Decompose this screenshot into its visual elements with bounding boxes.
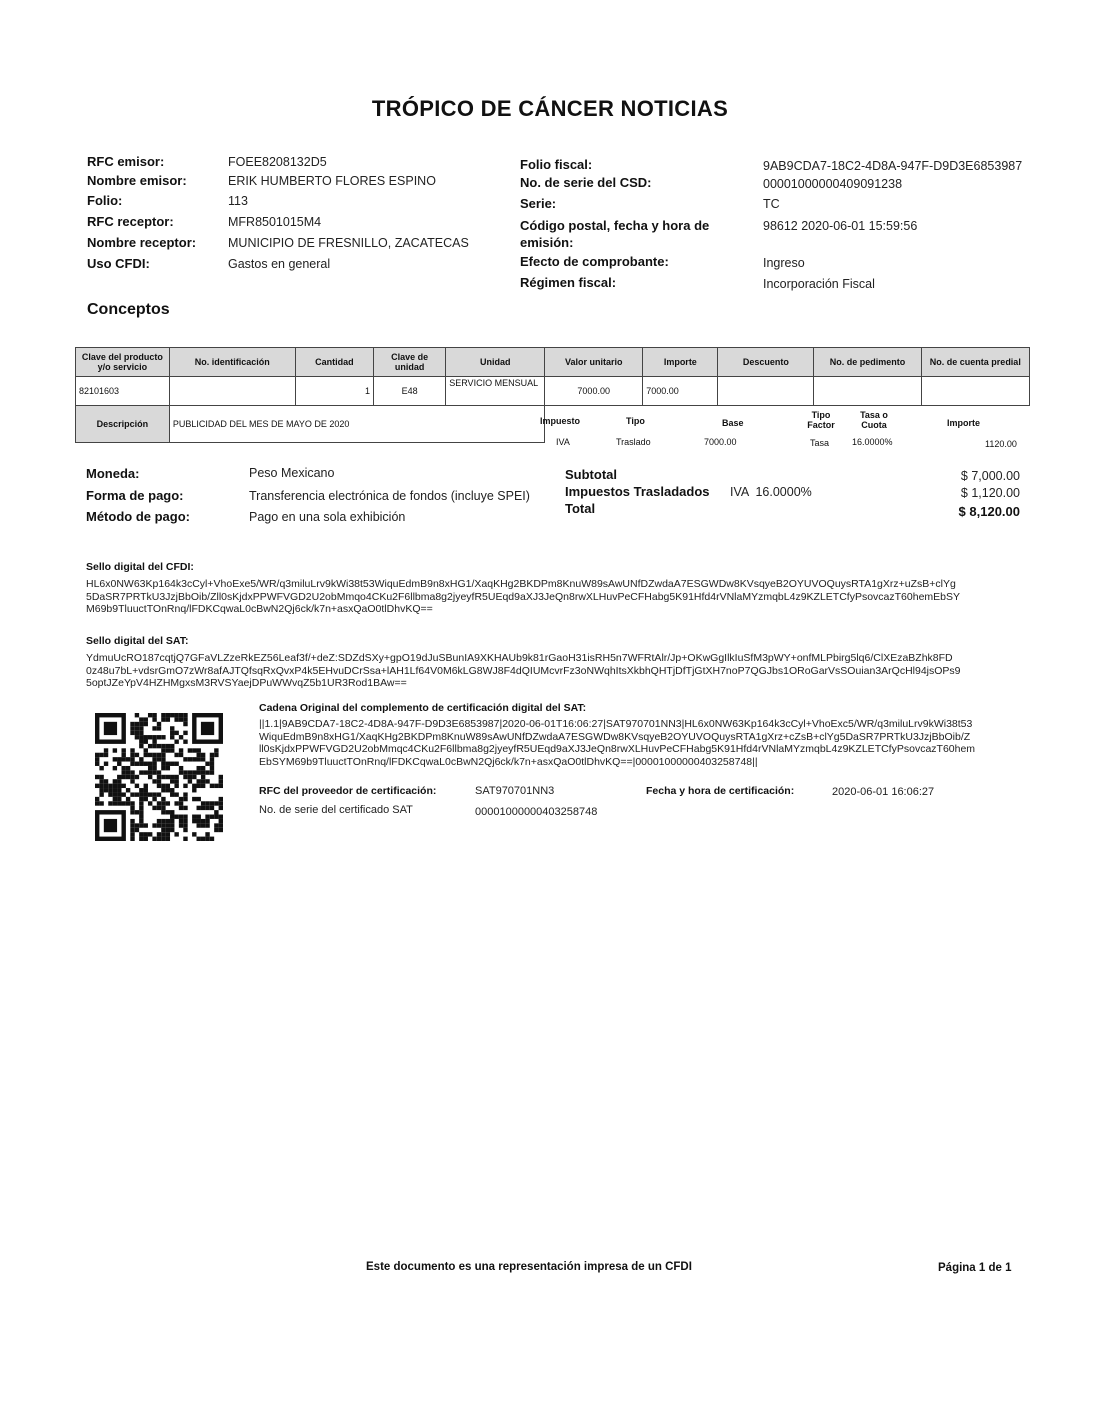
cadena-text — [259, 718, 1039, 768]
metodo-pago-label: Método de pago: — [86, 509, 190, 524]
descripcion-label: Descripción — [76, 406, 170, 443]
folio-value: 113 — [228, 194, 248, 208]
cell-valor-unitario: 7000.00 — [545, 377, 643, 406]
cadena-line: ll0sKjdxPPWFVGD2U2obMmqc4CKu2F6llbma8g2jyeyfR5UEqd9aXJ3JeQn8rwXLHuvPeCFHabg5K91Hfd4rVNlaMYzmqbL4z9KZLETCfyPsovcazT60hem — [259, 743, 976, 755]
tax-importe: 1120.00 — [985, 439, 1017, 449]
tax-base: 7000.00 — [704, 437, 737, 447]
fecha-certificacion-label: Fecha y hora de certificación: — [646, 785, 795, 797]
cadena-line: EbSYM69b9TluuctTOnRnq/lFDKCqwaL0cBwN2Qj6ck/k7n+asxQaO0tlDhvKQ==|00001000000403258748|| — [259, 755, 758, 768]
sello-cfdi-text — [86, 578, 1036, 616]
header-unidad: Unidad — [446, 348, 545, 377]
cp-fecha-label: Código postal, fecha y hora de emisión: — [520, 218, 710, 250]
nombre-receptor-label: Nombre receptor: — [87, 235, 197, 250]
nombre-receptor-value: MUNICIPIO DE FRESNILLO, ZACATECAS — [228, 236, 469, 250]
uso-cfdi-value: Gastos en general — [228, 257, 331, 271]
cell-cantidad: 1 — [295, 377, 373, 406]
regimen-value: Incorporación Fiscal — [763, 277, 875, 291]
serie-csd-label: No. de serie del CSD: — [520, 175, 652, 190]
cell-no-identificacion — [169, 377, 295, 406]
sello-sat-line: YdmuUcRO187cqtjQ7GFaVLZzeRkEZ56Leaf3f/+deZ:SDZdSXy+gpO19dJuSBunIA9XKHAUb9k81rGaoH31isRH5n7WFRtAlr/Jp+OKwGgIlkIuSfM3pWY+onfMLPbirg5lq6/ClXEzaBZhk8FD — [86, 652, 953, 664]
sello-cfdi-label: Sello digital del CFDI: — [86, 561, 194, 573]
impuestos-value: $ 1,120.00 — [960, 486, 1020, 500]
tax-header-base: Base — [722, 418, 744, 428]
tax-header-importe: Importe — [947, 418, 981, 428]
nombre-emisor-value: ERIK HUMBERTO FLORES ESPINO — [228, 174, 436, 188]
qr-code — [95, 713, 223, 841]
sello-cfdi-line: M69b9TluuctTOnRnq/lFDKCqwaL0cBwN2Qj6ck/k7n+asxQaO0tlDhvKQ== — [86, 603, 433, 615]
serie-value: TC — [763, 197, 780, 211]
header-descuento: Descuento — [718, 348, 814, 377]
subtotal-label: Subtotal — [565, 467, 617, 482]
sello-cfdi-line: HL6x0NW63Kp164k3cCyl+VhoExe5/WR/q3miluLrv9kWi38t53WiquEdmB9n8xHG1/XaqKHg2BKDPm8KnuW89sAwUNfDZwdaA7ESGWDw8KVsqyeB2OYUVOQuysRTA1gXrz+uZsB+clYg — [86, 578, 956, 590]
cell-clave-unidad: E48 — [374, 377, 446, 406]
cadena-line: ||1.1|9AB9CDA7-18C2-4D8A-947F-D9D3E6853987|2020-06-01T16:06:27|SAT970701NN3|HL6x0NW63Kp164k3cCyl+VhoExc5/WR/q3miluLrv9kWi38t53 — [259, 718, 973, 730]
tax-tipo-factor: Tasa — [810, 438, 830, 448]
regimen-label: Régimen fiscal: — [520, 275, 617, 290]
table-row — [76, 377, 1030, 406]
cadena-label: Cadena Original del complemento de certificación digital del SAT: — [259, 702, 587, 714]
sello-cfdi-line: 5DaSR7PRTkU3JzjBbOib/Zll0sKjdxPPWFVGD2U2obMmqo4CKu2F6llbma8g2jyeyfR5UEqd9aXJ3JeQn8rwXLHuvPeCFHabg5K91Hfd4rVNlaMYzmqbL4z9KZLETCfyPsovcazT60hemEbSY — [86, 590, 961, 603]
fecha-certificacion-value: 2020-06-01 16:06:27 — [832, 786, 935, 798]
total-label: Total — [565, 501, 596, 516]
header-cantidad: Cantidad — [295, 348, 373, 377]
moneda-value: Peso Mexicano — [249, 466, 335, 480]
cell-no-cuenta-predial — [921, 377, 1029, 406]
total-value: $ 8,120.00 — [958, 504, 1020, 519]
subtotal-value: $ 7,000.00 — [960, 469, 1020, 483]
tax-header-tipo: Tipo — [626, 416, 645, 426]
tax-tipo: Traslado — [616, 437, 651, 447]
header-clave-producto: Clave del producto y/o servicio — [76, 348, 170, 377]
cell-importe: 7000.00 — [643, 377, 718, 406]
conceptos-title: Conceptos — [87, 301, 170, 318]
sello-sat-text — [86, 652, 1036, 690]
moneda-label: Moneda: — [86, 466, 140, 481]
serie-csd-value: 00001000000409091238 — [763, 177, 903, 191]
efecto-value: Ingreso — [763, 256, 805, 270]
header-importe: Importe — [643, 348, 718, 377]
folio-label: Folio: — [87, 193, 123, 208]
impuestos-detail: IVA 16.0000% — [730, 485, 812, 499]
tax-header-tasa-cuota: Tasa o Cuota — [860, 410, 888, 430]
rfc-receptor-value: MFR8501015M4 — [228, 215, 322, 229]
rfc-emisor-value: FOEE8208132D5 — [228, 155, 327, 169]
impuestos-label: Impuestos Trasladados — [565, 484, 710, 499]
tax-tasa-cuota: 16.0000% — [852, 437, 893, 447]
serie-certificado-value: 00001000000403258748 — [475, 806, 598, 818]
cell-no-pedimento — [814, 377, 921, 406]
header-no-identificacion: No. identificación — [169, 348, 295, 377]
cp-fecha-value: 98612 2020-06-01 15:59:56 — [763, 219, 918, 233]
nombre-emisor-label: Nombre emisor: — [87, 173, 187, 188]
serie-certificado-label: No. de serie del certificado SAT — [259, 804, 413, 816]
rfc-emisor-label: RFC emisor: — [87, 154, 165, 169]
rfc-receptor-label: RFC receptor: — [87, 214, 174, 229]
forma-pago-value: Transferencia electrónica de fondos (incluye SPEI) — [249, 489, 530, 503]
tax-impuesto: IVA — [556, 437, 570, 447]
sello-sat-line: 0z48u7bL+vdsrGmO7zWr8afAJTQfsqRxQvxP4k5EHvuDCrSsa+lAH1Lf64V0M6kLG8WJ8F4dQIUMcvrFz3oNWqhItsXkbhQHTjDfTjGtXH7noP7QGJbs1ORoGarVsSOuian3ArQcHl94jsOPs9 — [86, 664, 961, 677]
document-title: TRÓPICO DE CÁNCER NOTICIAS — [371, 96, 729, 121]
tax-header-impuesto: Impuesto — [540, 416, 581, 426]
tax-header-tipo-factor: Tipo Factor — [807, 410, 835, 430]
footer-note: Este documento es una representación impresa de un CFDI — [366, 1261, 692, 1273]
page-number: Página 1 de 1 — [938, 1262, 1012, 1274]
serie-label: Serie: — [520, 196, 557, 211]
cell-descuento — [718, 377, 814, 406]
header-clave-unidad: Clave de unidad — [374, 348, 446, 377]
header-no-cuenta-predial: No. de cuenta predial — [921, 348, 1029, 377]
metodo-pago-value: Pago en una sola exhibición — [249, 510, 406, 524]
rfc-proveedor-value: SAT970701NN3 — [475, 785, 555, 797]
header-no-pedimento: No. de pedimento — [814, 348, 921, 377]
uso-cfdi-label: Uso CFDI: — [87, 256, 150, 271]
conceptos-header-row — [76, 348, 1030, 377]
sello-sat-line: 5optJZeYpV4HZHMgxsM3RVSYaejDPuWWvqZ5b1UR3Rod1BAw== — [86, 677, 407, 689]
cadena-line: WiquEdmB9n8xHG1/XaqKHg2BKDPm8KnuW89sAwUNfDZwdaA7ESGWDw8KVsqyeB2OYUVOQuysRTA1gXrz+cZsB+clYg5DaSR7PRTkU3JzjBbOib/Z — [259, 730, 971, 743]
descripcion-value: PUBLICIDAD DEL MES DE MAYO DE 2020 — [169, 406, 544, 443]
cell-clave-producto: 82101603 — [76, 377, 170, 406]
rfc-proveedor-label: RFC del proveedor de certificación: — [259, 785, 437, 797]
efecto-label: Efecto de comprobante: — [520, 254, 669, 269]
forma-pago-label: Forma de pago: — [86, 488, 184, 503]
cell-unidad: SERVICIO MENSUAL — [446, 377, 545, 406]
header-valor-unitario: Valor unitario — [545, 348, 643, 377]
folio-fiscal-label: Folio fiscal: — [520, 157, 593, 172]
folio-fiscal-value: 9AB9CDA7-18C2-4D8A-947F-D9D3E6853987 — [763, 159, 1023, 173]
sello-sat-label: Sello digital del SAT: — [86, 635, 189, 647]
